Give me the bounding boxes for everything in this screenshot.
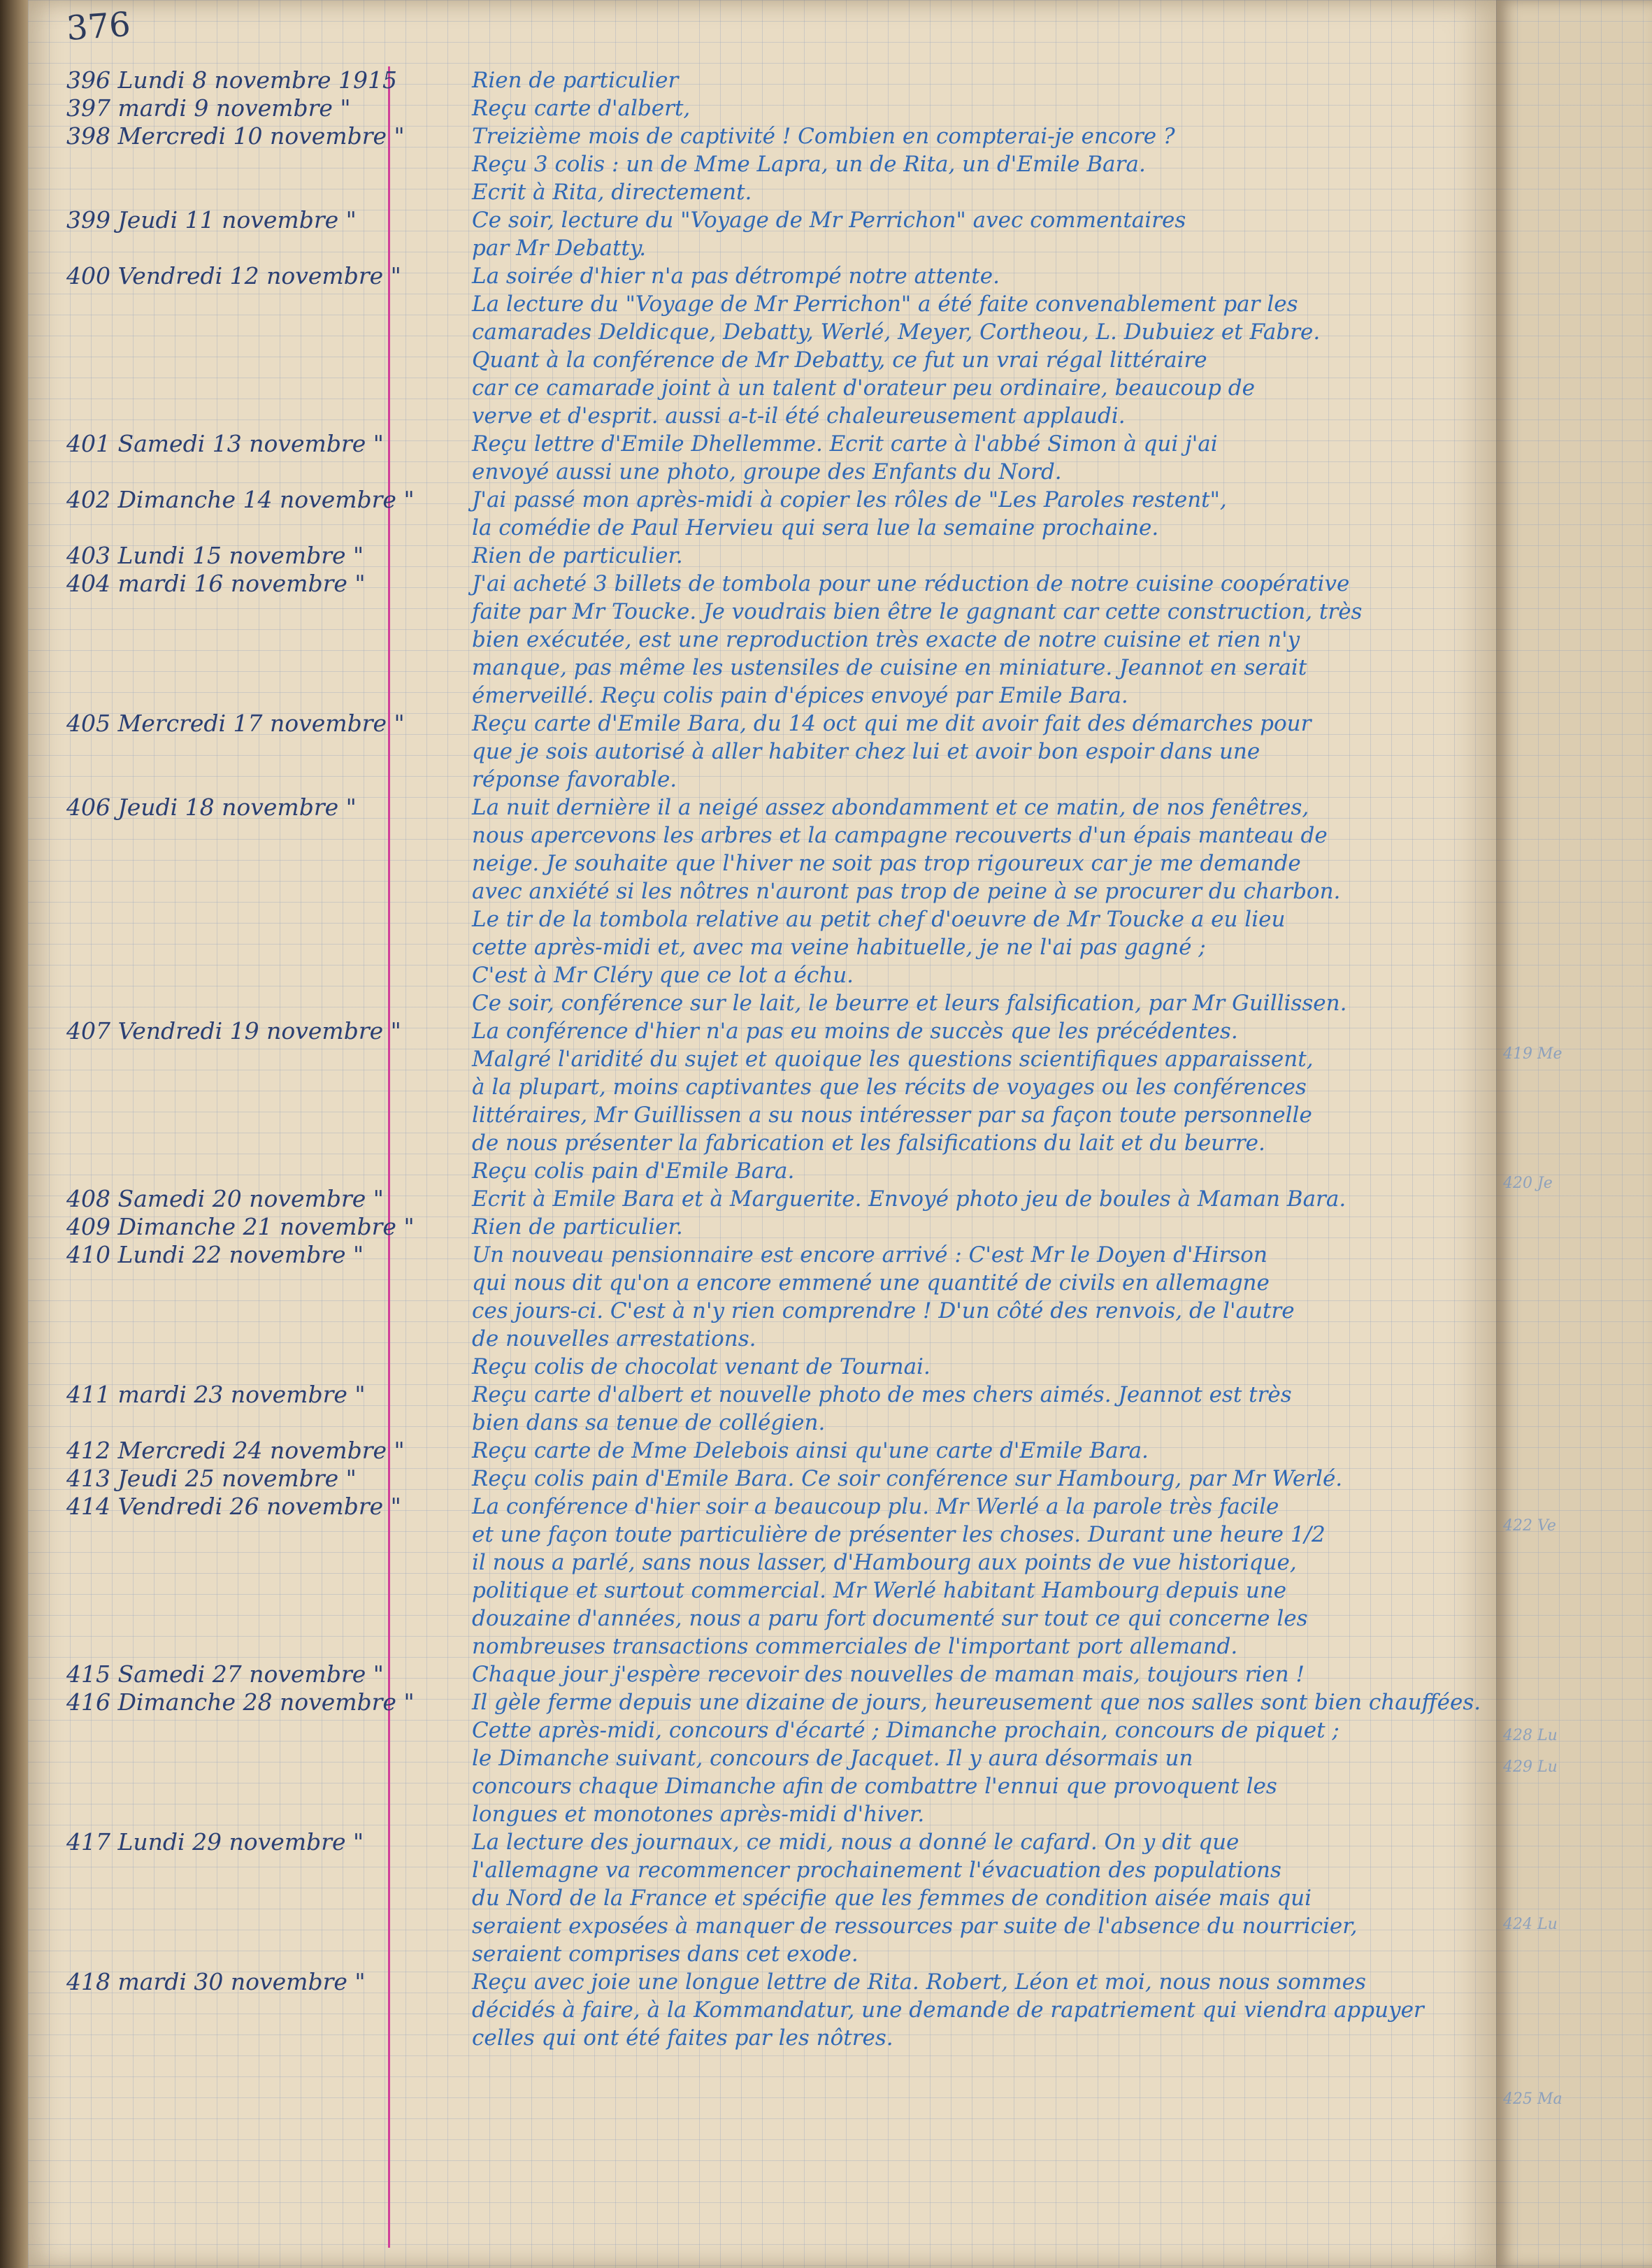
entry-text bbox=[472, 1660, 1486, 1688]
diary-entry bbox=[66, 94, 1493, 122]
diary-entry bbox=[66, 1241, 1493, 1381]
entry-line: manque, pas même les ustensiles de cuisine en miniature. Jeannot en serait bbox=[472, 655, 1307, 680]
entry-line: Chaque jour j'espère recevoir des nouvelles de maman mais, toujours rien ! bbox=[472, 1662, 1305, 1687]
entry-date: 415 Samedi 27 novembre " bbox=[66, 1660, 384, 1688]
entry-line: le Dimanche suivant, concours de Jacquet. Il y aura désormais un bbox=[472, 1746, 1193, 1771]
entry-date: 414 Vendredi 26 novembre " bbox=[66, 1493, 401, 1520]
adjacent-note: 422 Ve bbox=[1503, 1517, 1556, 1535]
entry-date: 417 Lundi 29 novembre " bbox=[66, 1828, 364, 1856]
entry-text bbox=[472, 1828, 1486, 1968]
entry-text bbox=[472, 94, 1486, 122]
diary-entry bbox=[66, 206, 1493, 262]
entry-date: 403 Lundi 15 novembre " bbox=[66, 542, 364, 569]
entry-text bbox=[472, 710, 1486, 794]
entry-text bbox=[472, 1241, 1486, 1381]
entry-text bbox=[472, 1381, 1486, 1437]
entry-date: 406 Jeudi 18 novembre " bbox=[66, 794, 357, 821]
diary-entry bbox=[66, 486, 1493, 542]
entry-text bbox=[472, 542, 1486, 570]
entry-date: 405 Mercredi 17 novembre " bbox=[66, 710, 405, 737]
entry-line: J'ai acheté 3 billets de tombola pour une réduction de notre cuisine coopérative bbox=[472, 571, 1350, 596]
entry-line: bien dans sa tenue de collégien. bbox=[472, 1410, 826, 1435]
diary-entry bbox=[66, 1968, 1493, 2052]
adjacent-page bbox=[1496, 0, 1652, 2268]
entry-line: nombreuses transactions commerciales de l'important port allemand. bbox=[472, 1634, 1238, 1659]
entry-line: verve et d'esprit. aussi a-t-il été chaleureusement applaudi. bbox=[472, 403, 1126, 429]
diary-entry bbox=[66, 1017, 1493, 1185]
entry-line: il nous a parlé, sans nous lasser, d'Hambourg aux points de vue historique, bbox=[472, 1550, 1297, 1575]
entry-line: La conférence d'hier n'a pas eu moins de succès que les précédentes. bbox=[472, 1019, 1238, 1044]
entry-line: Reçu carte d'albert, bbox=[472, 96, 691, 121]
diary-entry bbox=[66, 66, 1493, 94]
entry-date: 412 Mercredi 24 novembre " bbox=[66, 1437, 405, 1464]
entry-text bbox=[472, 1017, 1486, 1185]
entry-line: Ce soir, conférence sur le lait, le beurre et leurs falsification, par Mr Guillissen. bbox=[472, 991, 1347, 1016]
entry-date: 400 Vendredi 12 novembre " bbox=[66, 262, 401, 289]
entry-text bbox=[472, 486, 1486, 542]
adjacent-note: 419 Me bbox=[1503, 1045, 1563, 1063]
entry-line: et une façon toute particulière de présenter les choses. Durant une heure 1/2 bbox=[472, 1522, 1326, 1547]
entry-line: du Nord de la France et spécifie que les femmes de condition aisée mais qui bbox=[472, 1886, 1312, 1911]
entry-line: que je sois autorisé à aller habiter chez lui et avoir bon espoir dans une bbox=[472, 739, 1260, 764]
entry-text bbox=[472, 1465, 1486, 1493]
entry-date: 404 mardi 16 novembre " bbox=[66, 570, 366, 597]
entry-line: Reçu 3 colis : un de Mme Lapra, un de Rita, un d'Emile Bara. bbox=[472, 152, 1146, 177]
entry-date: 407 Vendredi 19 novembre " bbox=[66, 1017, 401, 1045]
entry-date: 399 Jeudi 11 novembre " bbox=[66, 206, 357, 234]
diary-entry bbox=[66, 1828, 1493, 1968]
entry-line: Ce soir, lecture du "Voyage de Mr Perrichon" avec commentaires bbox=[472, 208, 1186, 233]
diary-entry bbox=[66, 1185, 1493, 1213]
entry-date: 401 Samedi 13 novembre " bbox=[66, 430, 384, 457]
entry-date: 408 Samedi 20 novembre " bbox=[66, 1185, 384, 1212]
entry-line: Reçu lettre d'Emile Dhellemme. Ecrit carte à l'abbé Simon à qui j'ai bbox=[472, 431, 1218, 457]
entry-date: 398 Mercredi 10 novembre " bbox=[66, 122, 405, 150]
entry-line: celles qui ont été faites par les nôtres. bbox=[472, 2025, 893, 2051]
entry-line: Rien de particulier. bbox=[472, 1214, 683, 1240]
entry-text bbox=[472, 794, 1486, 1017]
entry-text bbox=[472, 570, 1486, 710]
entry-line: Ecrit à Emile Bara et à Marguerite. Envoyé photo jeu de boules à Maman Bara. bbox=[472, 1186, 1346, 1212]
entry-line: avec anxiété si les nôtres n'auront pas trop de peine à se procurer du charbon. bbox=[472, 879, 1341, 904]
page-number: 376 bbox=[65, 4, 132, 49]
entry-date: 397 mardi 9 novembre " bbox=[66, 94, 351, 122]
entry-line: décidés à faire, à la Kommandatur, une demande de rapatriement qui viendra appuyer bbox=[472, 1997, 1424, 2023]
entry-line: La soirée d'hier n'a pas détrompé notre attente. bbox=[472, 264, 1000, 289]
entry-line: littéraires, Mr Guillissen a su nous intéresser par sa façon toute personnelle bbox=[472, 1103, 1312, 1128]
entry-line: Reçu colis pain d'Emile Bara. Ce soir conférence sur Hambourg, par Mr Werlé. bbox=[472, 1466, 1343, 1491]
entry-line: La conférence d'hier soir a beaucoup plu. Mr Werlé a la parole très facile bbox=[472, 1494, 1279, 1519]
entry-line: ces jours-ci. C'est à n'y rien comprendre ! D'un côté des renvois, de l'autre bbox=[472, 1298, 1295, 1323]
entry-text bbox=[472, 262, 1486, 430]
entry-date: 409 Dimanche 21 novembre " bbox=[66, 1213, 415, 1240]
diary-entry bbox=[66, 1381, 1493, 1437]
diary-entry bbox=[66, 570, 1493, 710]
diary-entry bbox=[66, 1493, 1493, 1660]
diary-entry bbox=[66, 1213, 1493, 1241]
entry-text bbox=[472, 1968, 1486, 2052]
adjacent-note: 424 Lu bbox=[1503, 1916, 1558, 1933]
entry-line: Reçu carte de Mme Delebois ainsi qu'une carte d'Emile Bara. bbox=[472, 1438, 1149, 1463]
entry-line: neige. Je souhaite que l'hiver ne soit pas trop rigoureux car je me demande bbox=[472, 851, 1301, 876]
entry-line: envoyé aussi une photo, groupe des Enfants du Nord. bbox=[472, 459, 1062, 485]
entry-text bbox=[472, 1185, 1486, 1213]
entry-line: Ecrit à Rita, directement. bbox=[472, 180, 752, 205]
entry-line: Treizième mois de captivité ! Combien en compterai-je encore ? bbox=[472, 124, 1175, 149]
diary-entry bbox=[66, 122, 1493, 206]
diary-entry bbox=[66, 794, 1493, 1017]
entry-line: politique et surtout commercial. Mr Werlé habitant Hambourg depuis une bbox=[472, 1578, 1287, 1603]
entry-line: par Mr Debatty. bbox=[472, 236, 647, 261]
entry-line: douzaine d'années, nous a paru fort documenté sur tout ce qui concerne les bbox=[472, 1606, 1308, 1631]
entry-date: 410 Lundi 22 novembre " bbox=[66, 1241, 364, 1268]
entry-text bbox=[472, 1688, 1486, 1828]
entry-line: Reçu colis de chocolat venant de Tournai. bbox=[472, 1354, 931, 1379]
entry-line: nous apercevons les arbres et la campagne recouverts d'un épais manteau de bbox=[472, 823, 1328, 848]
entry-line: qui nous dit qu'on a encore emmené une quantité de civils en allemagne bbox=[472, 1270, 1270, 1296]
entry-date: 411 mardi 23 novembre " bbox=[66, 1381, 366, 1408]
entry-line: J'ai passé mon après-midi à copier les rôles de "Les Paroles restent", bbox=[472, 487, 1227, 512]
entry-line: faite par Mr Toucke. Je voudrais bien être le gagnant car cette construction, très bbox=[472, 599, 1363, 624]
entry-date: 413 Jeudi 25 novembre " bbox=[66, 1465, 357, 1492]
adjacent-note: 420 Je bbox=[1503, 1175, 1553, 1192]
entry-line: Un nouveau pensionnaire est encore arrivé : C'est Mr le Doyen d'Hirson bbox=[472, 1242, 1267, 1268]
adjacent-note: 425 Ma bbox=[1503, 2090, 1563, 2108]
entry-line: l'allemagne va recommencer prochainement l'évacuation des populations bbox=[472, 1858, 1281, 1883]
entry-line: concours chaque Dimanche afin de combattre l'ennui que provoquent les bbox=[472, 1774, 1277, 1799]
diary-entry bbox=[66, 1465, 1493, 1493]
entry-line: Quant à la conférence de Mr Debatty, ce fut un vrai régal littéraire bbox=[472, 347, 1207, 373]
entry-line: Reçu carte d'albert et nouvelle photo de mes chers aimés. Jeannot est très bbox=[472, 1382, 1292, 1407]
book-binding bbox=[0, 0, 31, 2268]
entry-line: de nous présenter la fabrication et les falsifications du lait et du beurre. bbox=[472, 1131, 1265, 1156]
entry-line: Malgré l'aridité du sujet et quoique les questions scientifiques apparaissent, bbox=[472, 1047, 1314, 1072]
diary-entry bbox=[66, 262, 1493, 430]
diary-entry bbox=[66, 1688, 1493, 1828]
diary-entry bbox=[66, 1660, 1493, 1688]
entry-line: seraient exposées à manquer de ressources par suite de l'absence du nourricier, bbox=[472, 1914, 1358, 1939]
diary-entry bbox=[66, 430, 1493, 486]
diary-entry bbox=[66, 542, 1493, 570]
entry-text bbox=[472, 122, 1486, 206]
diary-entry bbox=[66, 1437, 1493, 1465]
entry-date: 418 mardi 30 novembre " bbox=[66, 1968, 366, 1995]
entry-line: Le tir de la tombola relative au petit chef d'oeuvre de Mr Toucke a eu lieu bbox=[472, 907, 1286, 932]
entry-text bbox=[472, 1213, 1486, 1241]
entry-date: 416 Dimanche 28 novembre " bbox=[66, 1688, 415, 1716]
entry-line: La nuit dernière il a neigé assez abondamment et ce matin, de nos fenêtres, bbox=[472, 795, 1309, 820]
entry-line: à la plupart, moins captivantes que les récits de voyages ou les conférences bbox=[472, 1075, 1307, 1100]
entry-line: C'est à Mr Cléry que ce lot a échu. bbox=[472, 963, 854, 988]
entry-line: réponse favorable. bbox=[472, 767, 677, 792]
entry-line: émerveillé. Reçu colis pain d'épices envoyé par Emile Bara. bbox=[472, 683, 1128, 708]
adjacent-note: 429 Lu bbox=[1503, 1758, 1558, 1776]
entry-line: longues et monotones après-midi d'hiver. bbox=[472, 1802, 925, 1827]
entry-text bbox=[472, 66, 1486, 94]
diary-entries bbox=[66, 66, 1493, 2052]
entry-text bbox=[472, 430, 1486, 486]
entry-line: La lecture du "Voyage de Mr Perrichon" a été faite convenablement par les bbox=[472, 292, 1298, 317]
entry-text bbox=[472, 1437, 1486, 1465]
entry-text bbox=[472, 1493, 1486, 1660]
entry-line: Reçu colis pain d'Emile Bara. bbox=[472, 1158, 795, 1184]
entry-line: Rien de particulier bbox=[472, 68, 679, 93]
entry-line: la comédie de Paul Hervieu qui sera lue la semaine prochaine. bbox=[472, 515, 1159, 540]
entry-line: Cette après-midi, concours d'écarté ; Dimanche prochain, concours de piquet ; bbox=[472, 1718, 1339, 1743]
entry-line: Reçu carte d'Emile Bara, du 14 oct qui me dit avoir fait des démarches pour bbox=[472, 711, 1312, 736]
entry-line: Reçu avec joie une longue lettre de Rita. Robert, Léon et moi, nous nous sommes bbox=[472, 1969, 1366, 1995]
entry-line: car ce camarade joint à un talent d'orateur peu ordinaire, beaucoup de bbox=[472, 375, 1255, 401]
entry-line: seraient comprises dans cet exode. bbox=[472, 1942, 859, 1967]
entry-line: La lecture des journaux, ce midi, nous a donné le cafard. On y dit que bbox=[472, 1830, 1240, 1855]
entry-line: bien exécutée, est une reproduction très exacte de notre cuisine et rien n'y bbox=[472, 627, 1300, 652]
adjacent-note: 428 Lu bbox=[1503, 1727, 1558, 1744]
diary-entry bbox=[66, 710, 1493, 794]
entry-line: Rien de particulier. bbox=[472, 543, 683, 568]
entry-line: Il gèle ferme depuis une dizaine de jours, heureusement que nos salles sont bien chauffées. bbox=[472, 1690, 1481, 1715]
entry-date: 396 Lundi 8 novembre 1915 bbox=[66, 66, 398, 94]
entry-line: de nouvelles arrestations. bbox=[472, 1326, 756, 1351]
entry-line: camarades Deldicque, Debatty, Werlé, Meyer, Cortheou, L. Dubuiez et Fabre. bbox=[472, 320, 1321, 345]
entry-date: 402 Dimanche 14 novembre " bbox=[66, 486, 415, 513]
entry-line: cette après-midi et, avec ma veine habituelle, je ne l'ai pas gagné ; bbox=[472, 935, 1206, 960]
entry-text bbox=[472, 206, 1486, 262]
